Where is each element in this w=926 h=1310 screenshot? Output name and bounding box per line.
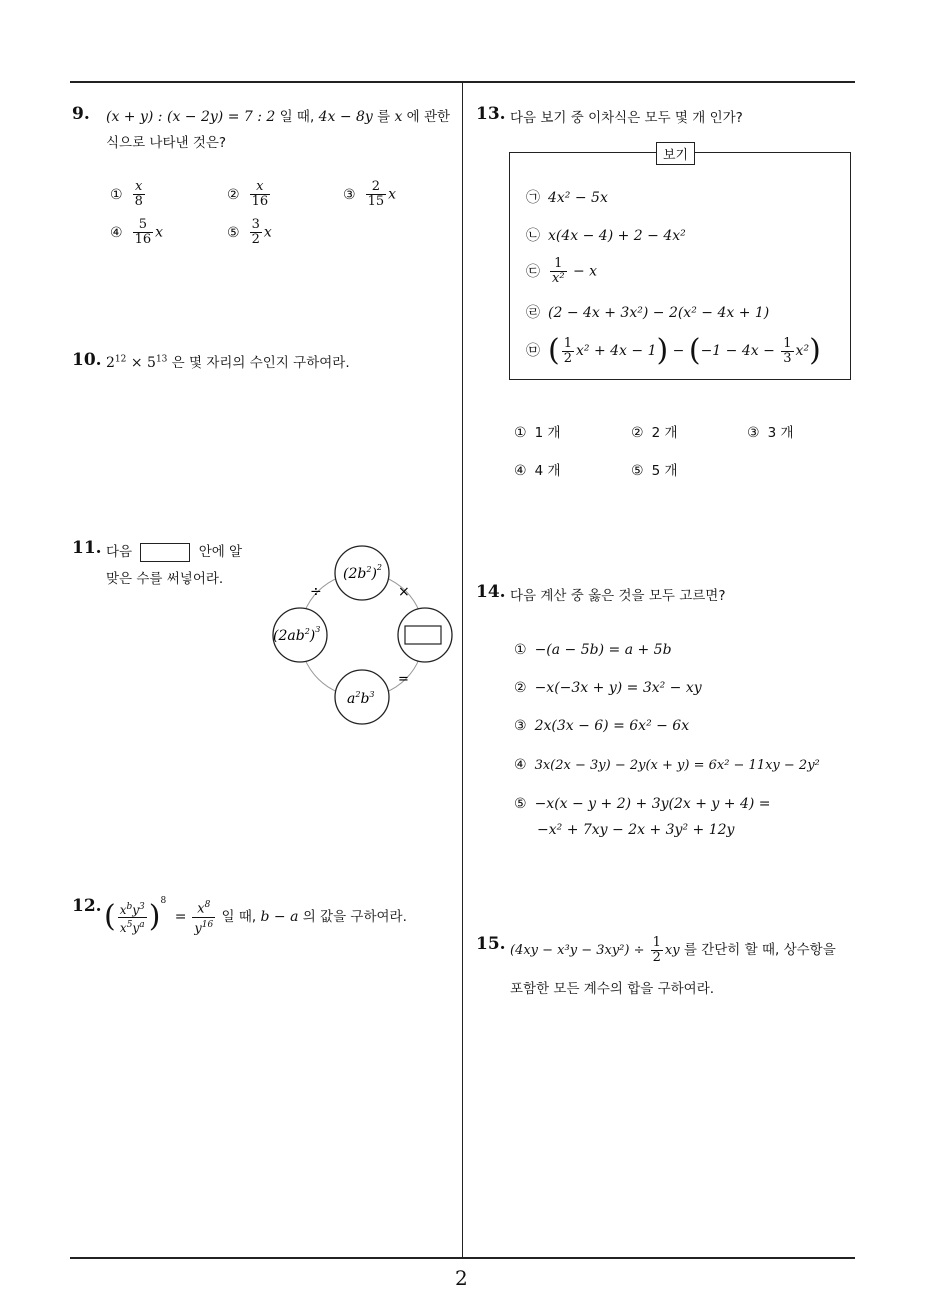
q9-stem-line2: 식으로 나타낸 것은? — [106, 135, 227, 151]
q14-option-4[interactable]: ④ 3x(2x − 3y) − 2y(x + y) = 6x² − 11xy − 2y² — [514, 757, 820, 773]
q9-option-5[interactable]: ⑤ $\frac{3}{2}$ x — [227, 217, 272, 247]
q11-bottom-label: $a^2b^3$ — [347, 690, 375, 707]
q12-stem: ( $\frac{x^by^3}{x^5y^a}$ )$^8$ = $\frac{x^8}{y^{16}}$ 일 때, b − a 의 값을 구하여라. — [104, 896, 407, 936]
q14-option-2[interactable]: ② −x(−3x + y) = 3x² − xy — [514, 680, 702, 696]
q14-option-1[interactable]: ① −(a − 5b) = a + 5b — [514, 642, 672, 658]
q11-cycle-diagram — [265, 540, 460, 730]
q14-option-5-cont: −x² + 7xy − 2x + 3y² + 12y — [537, 822, 735, 838]
q13-option-3[interactable]: ③ 3 개 — [747, 425, 794, 441]
q13-stem: 다음 보기 중 이차식은 모두 몇 개 인가? — [510, 110, 743, 126]
q13-option-5[interactable]: ⑤ 5 개 — [631, 463, 678, 479]
q13-item-b: ㉡ x(4x − 4) + 2 − 4x² — [526, 228, 686, 244]
q11-node-right — [398, 608, 452, 662]
q9-ratio: (x + y) : (x − 2y) = 7 : 2 — [106, 109, 276, 125]
q11-stem-line2: 맞은 수를 써넣어라. — [106, 571, 224, 587]
q11-op-times: × — [398, 584, 410, 600]
q14-number: 14. — [476, 582, 506, 602]
q13-item-e: ㉤ ( $\frac{1}{2}$ x² + 4x − 1) − (−1 − 4x − $\frac{1}{3}$ x²) — [526, 333, 821, 368]
q9-option-2[interactable]: ② $\frac{x}{16}$ — [227, 179, 269, 209]
q9-number: 9. — [72, 104, 90, 124]
q13-option-1[interactable]: ① 1 개 — [514, 425, 561, 441]
q11-top-label: $(2b^2)^2$ — [343, 563, 382, 582]
column-divider — [462, 82, 463, 1258]
q12-number: 12. — [72, 896, 102, 916]
q11-op-divide: ÷ — [310, 584, 322, 600]
page-number: 2 — [455, 1266, 468, 1290]
q11-left-label: $(2ab^2)^3$ — [273, 625, 321, 644]
q9-option-4[interactable]: ④ $\frac{5}{16}$ x — [110, 217, 164, 247]
q15-number: 15. — [476, 934, 506, 954]
q13-bogi-title: 보기 — [656, 142, 695, 165]
q13-item-a: ㉠ 4x² − 5x — [526, 190, 608, 206]
q13-item-d: ㉣ (2 − 4x + 3x²) − 2(x² − 4x + 1) — [526, 305, 770, 321]
q9-option-3[interactable]: ③ $\frac{2}{15}$ x — [343, 179, 397, 209]
q9-stem-line1: (x + y) : (x − 2y) = 7 : 2 일 때, 4x − 8y 를 x 에 관한 — [106, 109, 451, 125]
q15-stem-line2: 포함한 모든 계수의 합을 구하여라. — [510, 981, 715, 997]
q13-item-c: ㉢ $\frac{1}{\text{x²}}$ − x — [526, 256, 598, 286]
q11-number: 11. — [72, 538, 102, 558]
q9-option-1[interactable]: ① $\frac{x}{8}$ — [110, 179, 143, 209]
q14-option-3[interactable]: ③ 2x(3x − 6) = 6x² − 6x — [514, 718, 690, 734]
q15-stem-line1: (4xy − x³y − 3xy²) ÷ $\frac{1}{2}$ xy 를 간단히 할 때, 상수항을 — [510, 935, 836, 965]
q10-stem: $2^{12} \times 5^{13}$ 은 몇 자리의 수인지 구하여라. — [106, 354, 350, 371]
q11-op-equals: = — [398, 672, 409, 687]
q13-option-4[interactable]: ④ 4 개 — [514, 463, 561, 479]
q14-stem: 다음 계산 중 옳은 것을 모두 고르면? — [510, 588, 726, 604]
q11-blank-box — [140, 543, 190, 562]
q11-stem-line1: 다음 안에 알 — [106, 544, 243, 560]
q13-option-2[interactable]: ② 2 개 — [631, 425, 678, 441]
q10-number: 10. — [72, 350, 102, 370]
bottom-rule — [70, 1257, 855, 1259]
q14-option-5[interactable]: ⑤ −x(x − y + 2) + 3y(2x + y + 4) = — [514, 796, 771, 812]
q13-number: 13. — [476, 104, 506, 124]
